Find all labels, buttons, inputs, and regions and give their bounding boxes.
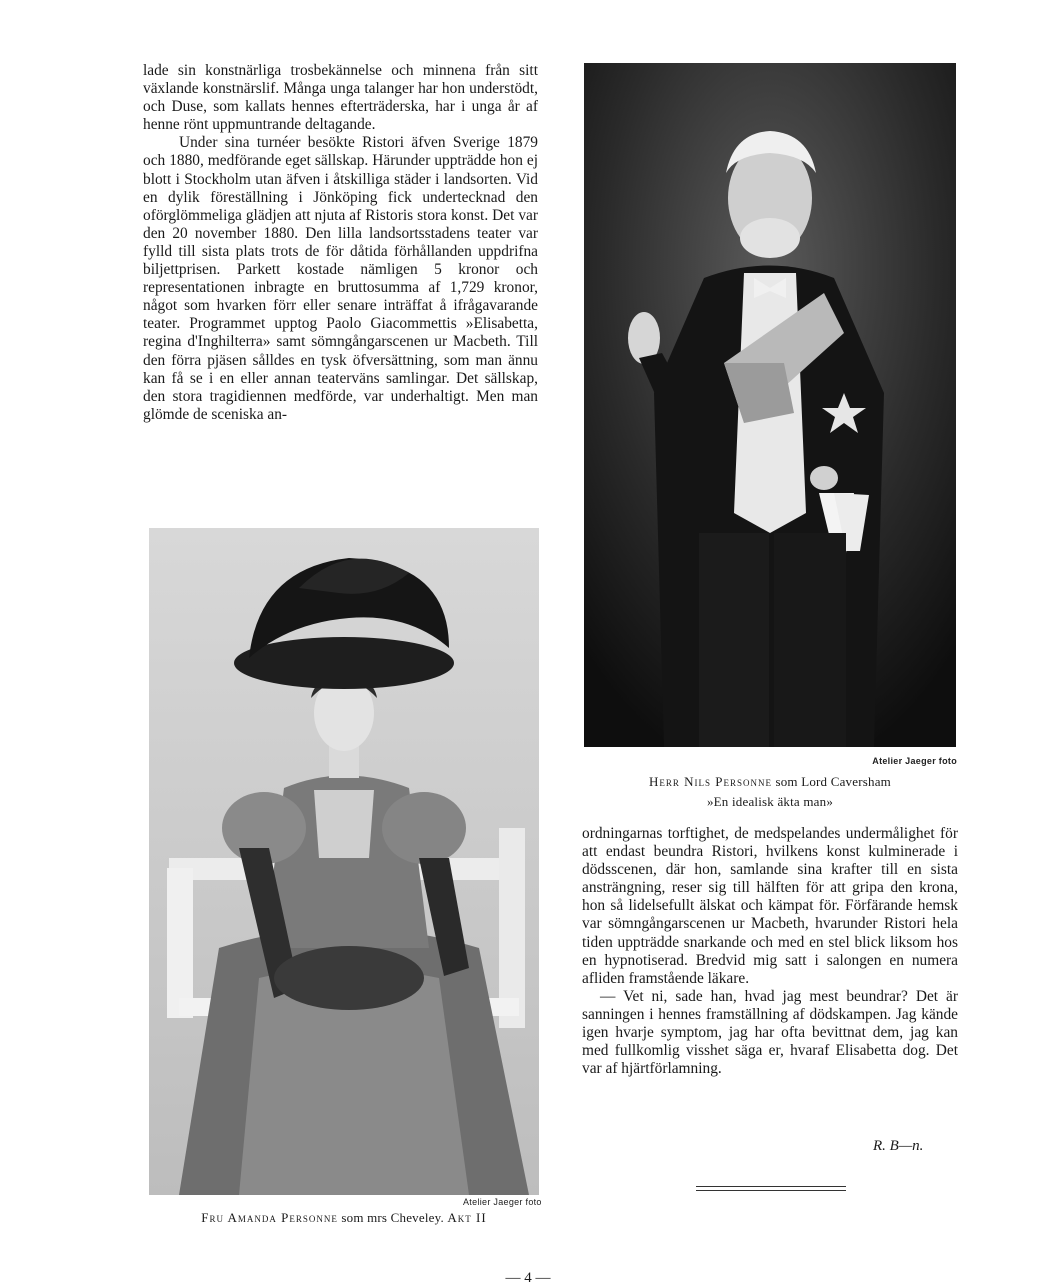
- caption-nils-role: som Lord Caversham: [775, 774, 891, 789]
- caption-nils: [584, 772, 956, 812]
- left-text-column: [143, 62, 538, 424]
- right-text-column: [582, 825, 958, 1078]
- end-rule-bottom: [696, 1190, 846, 1191]
- photo-credit-amanda: Atelier Jaeger foto: [463, 1197, 542, 1207]
- author-signature: R. B—n.: [873, 1138, 924, 1154]
- caption-nils-play: »En idealisk äkta man»: [706, 794, 834, 809]
- caption-amanda: [149, 1210, 539, 1226]
- page-number: — 4 —: [505, 1270, 551, 1286]
- right-paragraph-1: ordningarnas torftighet, de medspelandes undermålighet för att endast beundra Ristori, hvilkens konst kulminerade i dödsscenen, där hon, samlande sina krafter till en sista ansträngning, reser sig till hälften för att gripa den krona, hon så lidelsefullt älskat och kämpat för. Förfärande hemsk var sömngångarscenen ur Macbeth, hvarunder Ristori hela tiden uppträdde snarkande och med en stel blick liksom hos en hypnotiserad. Bredvid mig satt i salongen en numera afliden framstående läkare.: [582, 825, 958, 987]
- caption-amanda-role: som mrs Cheveley.: [341, 1210, 444, 1225]
- end-rule-top: [696, 1186, 846, 1187]
- left-paragraph-1: lade sin konstnärliga trosbekännelse och minnena från sitt växlande konstnärslif. Många unga talanger har hon understödt, och Duse, som kallats hennes efterträderska, har i unga år af henne rönt uppmuntrande deltagande.: [143, 62, 538, 134]
- right-paragraph-2: — Vet ni, sade han, hvad jag mest beundrar? Det är sanningen i hennes framställning af dödskampen. Jag kände igen hvarje symptom, jag har ofta bevittnat dem, jag kan med fullkomlig visshet säga er, hvaraf Elisabetta dog. Det var af hjärtförlamning.: [582, 987, 958, 1078]
- photo-amanda-personne: [149, 528, 539, 1195]
- photo-nils-personne: [584, 63, 956, 747]
- caption-amanda-name: Fru Amanda Personne: [201, 1210, 338, 1225]
- photo-credit-nils: Atelier Jaeger foto: [872, 756, 957, 766]
- caption-amanda-act: Akt II: [447, 1210, 487, 1225]
- left-paragraph-2: Under sina turnéer besökte Ristori äfven Sverige 1879 och 1880, medförande eget sällskap. Härunder uppträdde hon ej blott i Stockholm utan äfven i åtskilliga städer i landsorten. Vid en dylik föreställning i Jönköping fick undertecknad den oförglömmeliga glädjen att njuta af Ristoris stora konst. Det var den 20 november 1880. Den lilla landsortsstadens teater var fylld till sista plats trots de för dåtida förhållanden uppdrifna biljettprisen. Parkett kostade nämligen 5 kronor och representationen inbragte en bruttosumma af 1,729 kronor, något som hvarken förr eller senare inträffat å ifrågavarande teater. Programmet upptog Paolo Giacommettis »Elisabetta, regina d'Inghilterra» samt sömngångarscenen ur Macbeth. Till den förra pjäsen sålldes en tysk öfversättning, som man ännu kan få se i en eller annan teaterväns samlingar. Det sällskap, den stora tragidiennen medförde, var underhaltigt. Men man glömde de sceniska an-: [143, 134, 538, 423]
- caption-nils-name: Herr Nils Personne: [649, 774, 773, 789]
